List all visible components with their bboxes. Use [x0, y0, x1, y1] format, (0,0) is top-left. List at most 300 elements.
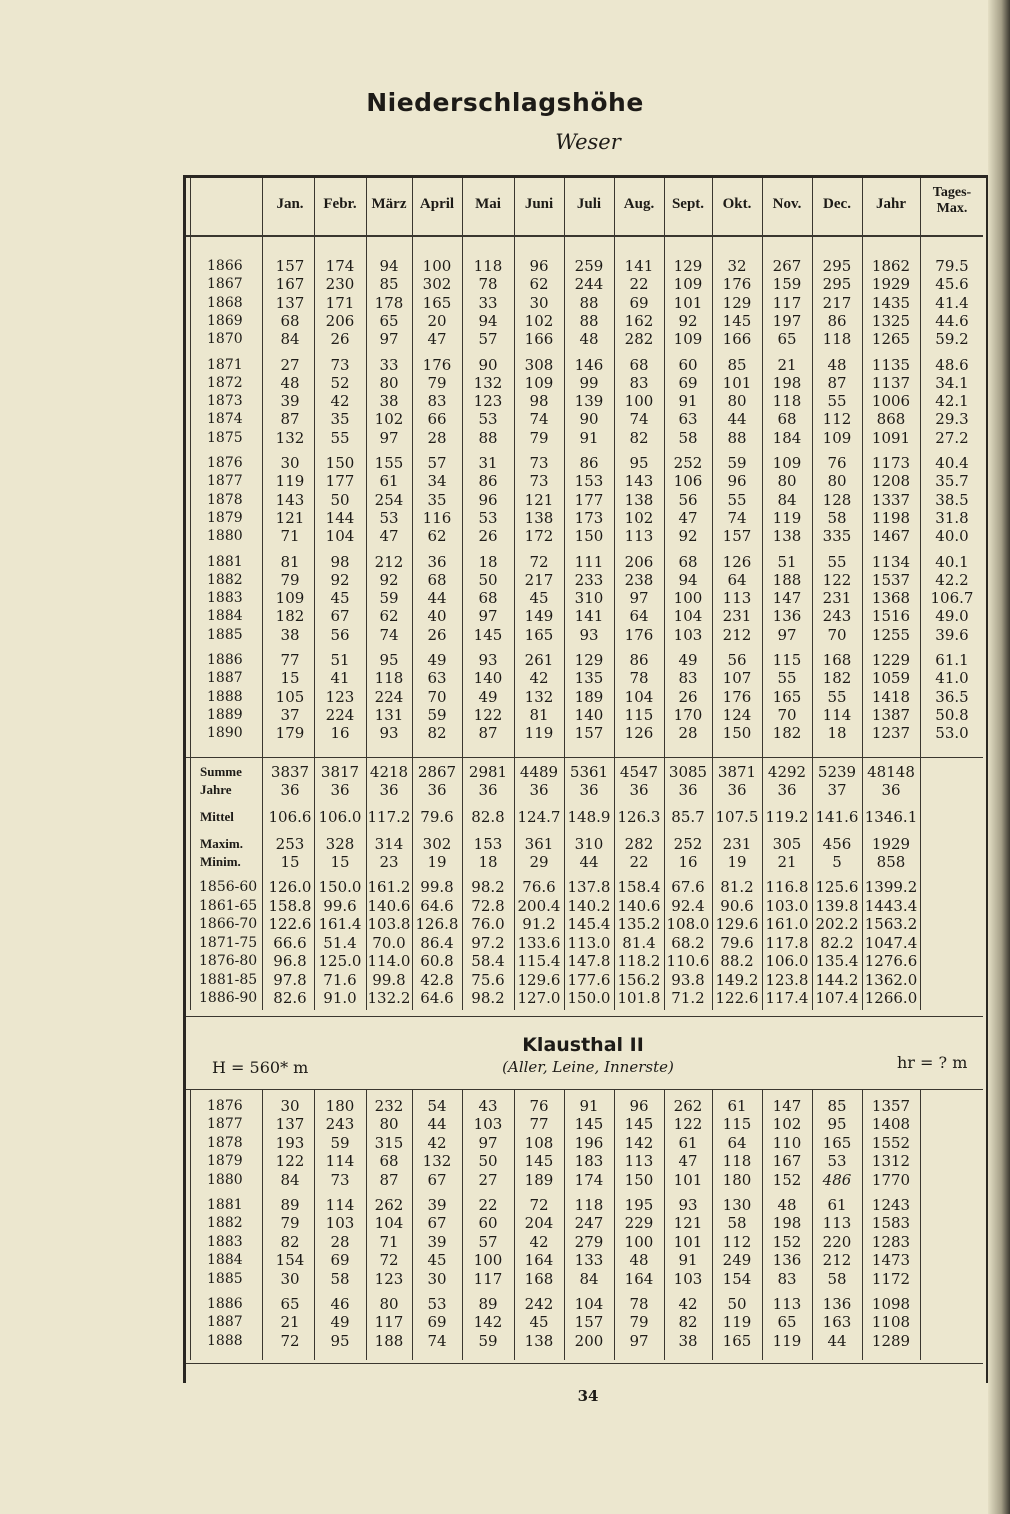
value-cell: 80 [727, 392, 747, 411]
value-cell: 161.2 [367, 878, 411, 896]
value-cell: 116 [422, 508, 452, 527]
value-cell: 94 [678, 570, 698, 589]
value-cell: 33 [379, 355, 399, 374]
value-cell: 126 [624, 724, 654, 743]
value-cell: 168 [822, 651, 852, 669]
value-cell: 125.6 [815, 878, 859, 896]
value-cell: 97.2 [471, 933, 505, 952]
value-cell: 42 [427, 1133, 447, 1152]
value-cell: 103 [325, 1214, 355, 1233]
value-cell: 262 [673, 1097, 703, 1115]
value-cell: 93 [478, 651, 498, 669]
value-cell: 53 [478, 508, 498, 527]
value-cell: 249 [722, 1251, 752, 1270]
value-cell: 118 [473, 257, 503, 275]
value-cell: 35 [427, 490, 447, 509]
value-cell: 118 [772, 392, 802, 411]
value-cell: 40.0 [935, 527, 969, 546]
col-nov: Nov. [772, 196, 802, 212]
value-cell: 64 [727, 1133, 747, 1152]
value-cell: 1135 [871, 355, 911, 374]
value-cell: 67 [427, 1214, 447, 1233]
value-cell: 148.9 [567, 808, 611, 826]
summary-label: Minim. [200, 854, 241, 869]
value-cell: 66 [427, 410, 447, 429]
table-row [0, 589, 1010, 607]
value-cell: 67 [330, 607, 350, 626]
value-cell: 139.8 [815, 896, 859, 915]
value-cell: 101.8 [617, 989, 661, 1007]
value-cell: 39 [280, 392, 300, 411]
year-cell: 1888 [207, 1332, 243, 1349]
value-cell: 177.6 [567, 970, 611, 989]
value-cell: 34 [427, 472, 447, 491]
value-cell: 121 [673, 1214, 703, 1233]
value-cell: 106.0 [318, 808, 362, 826]
value-cell: 2981 [468, 763, 508, 781]
value-cell: 132 [524, 687, 554, 706]
table-row [0, 491, 1010, 509]
col-jul: Juli [576, 196, 602, 212]
value-cell: 165 [422, 293, 452, 312]
value-cell: 182 [275, 607, 305, 626]
value-cell: 1337 [871, 490, 911, 509]
value-cell: 147 [772, 1097, 802, 1115]
value-cell: 47 [678, 508, 698, 527]
value-cell: 82.6 [273, 989, 307, 1007]
value-cell: 119 [772, 1331, 802, 1350]
value-cell: 61 [827, 1196, 847, 1214]
value-cell: 117.2 [367, 808, 411, 826]
value-cell: 1537 [871, 570, 911, 589]
value-cell: 140.6 [617, 896, 661, 915]
value-cell: 198 [772, 373, 802, 392]
value-cell: 36 [427, 552, 447, 571]
value-cell: 91 [579, 428, 599, 447]
value-cell: 79.6 [420, 808, 454, 826]
value-cell: 44 [727, 410, 747, 429]
value-cell: 143 [275, 490, 305, 509]
value-cell: 456 [822, 835, 852, 853]
value-cell: 137 [275, 293, 305, 312]
value-cell: 93 [678, 1196, 698, 1214]
value-cell: 136 [772, 1251, 802, 1270]
value-cell: 64.6 [420, 989, 454, 1007]
value-cell: 79 [629, 1313, 649, 1332]
value-cell: 61 [678, 1133, 698, 1152]
value-cell: 1283 [871, 1232, 911, 1251]
value-cell: 176 [422, 355, 452, 374]
value-cell: 37 [280, 705, 300, 724]
value-cell: 1237 [871, 724, 911, 743]
value-cell: 82 [427, 724, 447, 743]
value-cell: 117.4 [765, 989, 809, 1007]
value-cell: 121 [275, 508, 305, 527]
value-cell: 53 [427, 1295, 447, 1313]
value-cell: 1006 [871, 392, 911, 411]
value-cell: 88 [579, 293, 599, 312]
value-cell: 204 [524, 1214, 554, 1233]
value-cell: 81 [280, 552, 300, 571]
value-cell: 147.8 [567, 952, 611, 970]
value-cell: 36 [478, 781, 498, 799]
value-cell: 126 [722, 552, 752, 571]
value-cell: 122 [473, 705, 503, 724]
year-cell: 1879 [207, 509, 243, 526]
table-row [0, 706, 1010, 724]
value-cell: 96 [629, 1097, 649, 1115]
value-cell: 124.7 [517, 808, 561, 826]
value-cell: 1399.2 [864, 878, 918, 896]
value-cell: 202.2 [815, 915, 859, 933]
value-cell: 91 [678, 1251, 698, 1270]
value-cell: 18 [478, 552, 498, 571]
year-cell: 1878 [207, 1134, 243, 1151]
period-label: 1876-80 [199, 953, 258, 969]
period-label: 1856-60 [199, 879, 258, 895]
value-cell: 42.1 [935, 392, 969, 411]
value-cell: 72 [529, 1196, 549, 1214]
value-cell: 26 [427, 625, 447, 644]
year-cell: 1870 [207, 331, 243, 348]
value-cell: 19 [727, 853, 747, 871]
value-cell: 153 [574, 472, 604, 491]
value-cell: 89 [478, 1295, 498, 1313]
year-cell: 1880 [207, 1171, 243, 1188]
table-row [0, 356, 1010, 374]
value-cell: 1229 [871, 651, 911, 669]
value-cell: 217 [524, 570, 554, 589]
value-cell: 166 [722, 330, 752, 349]
value-cell: 65 [777, 330, 797, 349]
value-cell: 117 [772, 293, 802, 312]
table-row [0, 1332, 1010, 1350]
table-row [0, 1115, 1010, 1133]
value-cell: 86 [827, 311, 847, 330]
value-cell: 84 [280, 330, 300, 349]
value-cell: 244 [574, 275, 604, 294]
year-cell: 1869 [207, 312, 243, 329]
value-cell: 105 [275, 687, 305, 706]
value-cell: 137 [275, 1115, 305, 1134]
value-cell: 103 [673, 625, 703, 644]
value-cell: 83 [777, 1269, 797, 1288]
value-cell: 107.5 [715, 808, 759, 826]
value-cell: 59.2 [935, 330, 969, 349]
value-cell: 104 [574, 1295, 604, 1313]
value-cell: 60 [478, 1214, 498, 1233]
value-cell: 243 [325, 1115, 355, 1134]
value-cell: 103.0 [765, 896, 809, 915]
value-cell: 36 [330, 781, 350, 799]
value-cell: 121 [524, 490, 554, 509]
value-cell: 195 [624, 1196, 654, 1214]
value-cell: 1368 [871, 589, 911, 608]
value-cell: 1435 [871, 293, 911, 312]
value-cell: 154 [275, 1251, 305, 1270]
value-cell: 115 [722, 1115, 752, 1134]
station2-height: H = 560* m [212, 1058, 309, 1077]
value-cell: 149 [524, 607, 554, 626]
value-cell: 118 [574, 1196, 604, 1214]
value-cell: 112 [722, 1232, 752, 1251]
value-cell: 26 [330, 330, 350, 349]
value-cell: 73 [529, 454, 549, 472]
value-cell: 76.0 [471, 915, 505, 933]
period-row [0, 989, 1010, 1007]
value-cell: 1516 [871, 607, 911, 626]
value-cell: 253 [275, 835, 305, 853]
value-cell: 176 [722, 275, 752, 294]
table-row [0, 374, 1010, 392]
value-cell: 174 [325, 257, 355, 275]
value-cell: 141.6 [815, 808, 859, 826]
value-cell: 81 [529, 705, 549, 724]
value-cell: 20 [427, 311, 447, 330]
value-cell: 315 [374, 1133, 404, 1152]
value-cell: 131 [374, 705, 404, 724]
year-cell: 1883 [207, 1233, 243, 1250]
value-cell: 109 [673, 275, 703, 294]
value-cell: 79 [427, 373, 447, 392]
value-cell: 22 [629, 275, 649, 294]
value-cell: 59 [427, 705, 447, 724]
value-cell: 55 [777, 669, 797, 688]
value-cell: 193 [275, 1133, 305, 1152]
value-cell: 83 [678, 669, 698, 688]
value-cell: 92 [379, 570, 399, 589]
value-cell: 26 [478, 527, 498, 546]
value-cell: 55 [827, 687, 847, 706]
value-cell: 163 [822, 1313, 852, 1332]
value-cell: 127.0 [517, 989, 561, 1007]
station2-title: Klausthal II [522, 1034, 644, 1056]
value-cell: 90 [579, 410, 599, 429]
value-cell: 99 [579, 373, 599, 392]
value-cell: 40.1 [935, 552, 969, 571]
value-cell: 174 [574, 1170, 604, 1189]
value-cell: 86 [579, 454, 599, 472]
value-cell: 146 [574, 355, 604, 374]
table-row [0, 392, 1010, 410]
value-cell: 85 [379, 275, 399, 294]
value-cell: 91.0 [323, 989, 357, 1007]
value-cell: 59 [330, 1133, 350, 1152]
value-cell: 80 [379, 1115, 399, 1134]
value-cell: 78 [629, 669, 649, 688]
value-cell: 107 [722, 669, 752, 688]
value-cell: 45 [427, 1251, 447, 1270]
value-cell: 79 [280, 1214, 300, 1233]
value-cell: 30 [280, 1269, 300, 1288]
value-cell: 132 [473, 373, 503, 392]
value-cell: 132.2 [367, 989, 411, 1007]
value-cell: 80 [379, 373, 399, 392]
value-cell: 45 [529, 1313, 549, 1332]
value-cell: 136 [772, 607, 802, 626]
value-cell: 150.0 [318, 878, 362, 896]
value-cell: 65 [379, 311, 399, 330]
value-cell: 91.2 [522, 915, 556, 933]
value-cell: 117 [374, 1313, 404, 1332]
table-row [0, 454, 1010, 472]
value-cell: 74 [529, 410, 549, 429]
value-cell: 97 [379, 330, 399, 349]
value-cell: 60 [678, 355, 698, 374]
col-sep: Sept. [671, 196, 705, 212]
year-cell: 1882 [207, 571, 243, 588]
value-cell: 282 [624, 835, 654, 853]
value-cell: 868 [876, 410, 906, 429]
value-cell: 1255 [871, 625, 911, 644]
value-cell: 113 [722, 589, 752, 608]
station2-hr: hr = ? m [897, 1053, 968, 1072]
value-cell: 122.6 [715, 989, 759, 1007]
value-cell: 64.6 [420, 896, 454, 915]
value-cell: 68 [629, 355, 649, 374]
value-cell: 66.6 [273, 933, 307, 952]
summary-row-min [0, 853, 1010, 871]
value-cell: 39.6 [935, 625, 969, 644]
value-cell: 39 [427, 1196, 447, 1214]
year-cell: 1876 [207, 1098, 243, 1114]
value-cell: 310 [574, 589, 604, 608]
value-cell: 79 [529, 428, 549, 447]
value-cell: 53.0 [935, 724, 969, 743]
value-cell: 133.6 [517, 933, 561, 952]
value-cell: 115 [772, 651, 802, 669]
value-cell: 189 [524, 1170, 554, 1189]
value-cell: 180 [325, 1097, 355, 1115]
value-cell: 57 [478, 330, 498, 349]
value-cell: 259 [574, 257, 604, 275]
value-cell: 101 [673, 293, 703, 312]
value-cell: 116.8 [765, 878, 809, 896]
value-cell: 233 [574, 570, 604, 589]
table-row [0, 1152, 1010, 1170]
value-cell: 217 [822, 293, 852, 312]
table-row [0, 509, 1010, 527]
value-cell: 63 [678, 410, 698, 429]
table-row [0, 651, 1010, 669]
value-cell: 262 [374, 1196, 404, 1214]
value-cell: 72 [529, 552, 549, 571]
value-cell: 88.2 [720, 952, 754, 970]
value-cell: 56 [727, 651, 747, 669]
value-cell: 27.2 [935, 428, 969, 447]
value-cell: 49 [478, 687, 498, 706]
value-cell: 70 [777, 705, 797, 724]
year-cell: 1888 [207, 688, 243, 705]
value-cell: 47 [427, 330, 447, 349]
value-cell: 97 [478, 1133, 498, 1152]
value-cell: 82.8 [471, 808, 505, 826]
value-cell: 44 [579, 853, 599, 871]
value-cell: 44 [427, 1115, 447, 1134]
value-cell: 154 [722, 1269, 752, 1288]
value-cell: 123 [374, 1269, 404, 1288]
value-cell: 36 [777, 781, 797, 799]
value-cell: 28 [330, 1232, 350, 1251]
value-cell: 30 [280, 454, 300, 472]
value-cell: 68 [478, 589, 498, 608]
value-cell: 42.2 [935, 570, 969, 589]
value-cell: 69 [629, 293, 649, 312]
value-cell: 1208 [871, 472, 911, 491]
value-cell: 156.2 [617, 970, 661, 989]
value-cell: 243 [822, 607, 852, 626]
value-cell: 36 [427, 781, 447, 799]
year-cell: 1873 [207, 393, 243, 410]
value-cell: 113 [624, 527, 654, 546]
value-cell: 70 [427, 687, 447, 706]
year-cell: 1874 [207, 411, 243, 428]
value-cell: 279 [574, 1232, 604, 1251]
value-cell: 100 [624, 1232, 654, 1251]
value-cell: 231 [722, 607, 752, 626]
summary-label: Maxim. [200, 836, 243, 851]
value-cell: 95 [330, 1331, 350, 1350]
value-cell: 102 [772, 1115, 802, 1134]
value-cell: 70 [827, 625, 847, 644]
value-cell: 157 [722, 527, 752, 546]
value-cell: 1289 [871, 1331, 911, 1350]
value-cell: 109 [275, 589, 305, 608]
value-cell: 78 [478, 275, 498, 294]
value-cell: 32 [727, 257, 747, 275]
value-cell: 35.7 [935, 472, 969, 491]
value-cell: 42 [678, 1295, 698, 1313]
value-cell: 56 [678, 490, 698, 509]
value-cell: 1387 [871, 705, 911, 724]
value-cell: 53 [827, 1152, 847, 1171]
value-cell: 68 [678, 552, 698, 571]
value-cell: 81.4 [622, 933, 656, 952]
value-cell: 1552 [871, 1133, 911, 1152]
value-cell: 97 [777, 625, 797, 644]
value-cell: 126.8 [415, 915, 459, 933]
value-cell: 36 [379, 781, 399, 799]
value-cell: 93 [379, 724, 399, 743]
period-label: 1866-70 [199, 916, 258, 932]
value-cell: 37 [827, 781, 847, 799]
value-cell: 261 [524, 651, 554, 669]
value-cell: 118 [722, 1152, 752, 1171]
value-cell: 41 [330, 669, 350, 688]
value-cell: 73 [330, 355, 350, 374]
table-row [0, 553, 1010, 571]
value-cell: 59 [379, 589, 399, 608]
value-cell: 38 [280, 625, 300, 644]
value-cell: 62 [427, 527, 447, 546]
value-cell: 295 [822, 257, 852, 275]
value-cell: 111 [574, 552, 604, 571]
value-cell: 74 [427, 1331, 447, 1350]
value-cell: 68.2 [671, 933, 705, 952]
value-cell: 118.2 [617, 952, 661, 970]
value-cell: 75.6 [471, 970, 505, 989]
value-cell: 3837 [270, 763, 310, 781]
value-cell: 167 [275, 275, 305, 294]
year-cell: 1884 [207, 1252, 243, 1269]
value-cell: 152 [772, 1170, 802, 1189]
value-cell: 180 [722, 1170, 752, 1189]
value-cell: 91 [579, 1097, 599, 1115]
value-cell: 182 [822, 669, 852, 688]
year-cell: 1868 [207, 294, 243, 311]
year-cell: 1877 [207, 1116, 243, 1133]
value-cell: 188 [374, 1331, 404, 1350]
